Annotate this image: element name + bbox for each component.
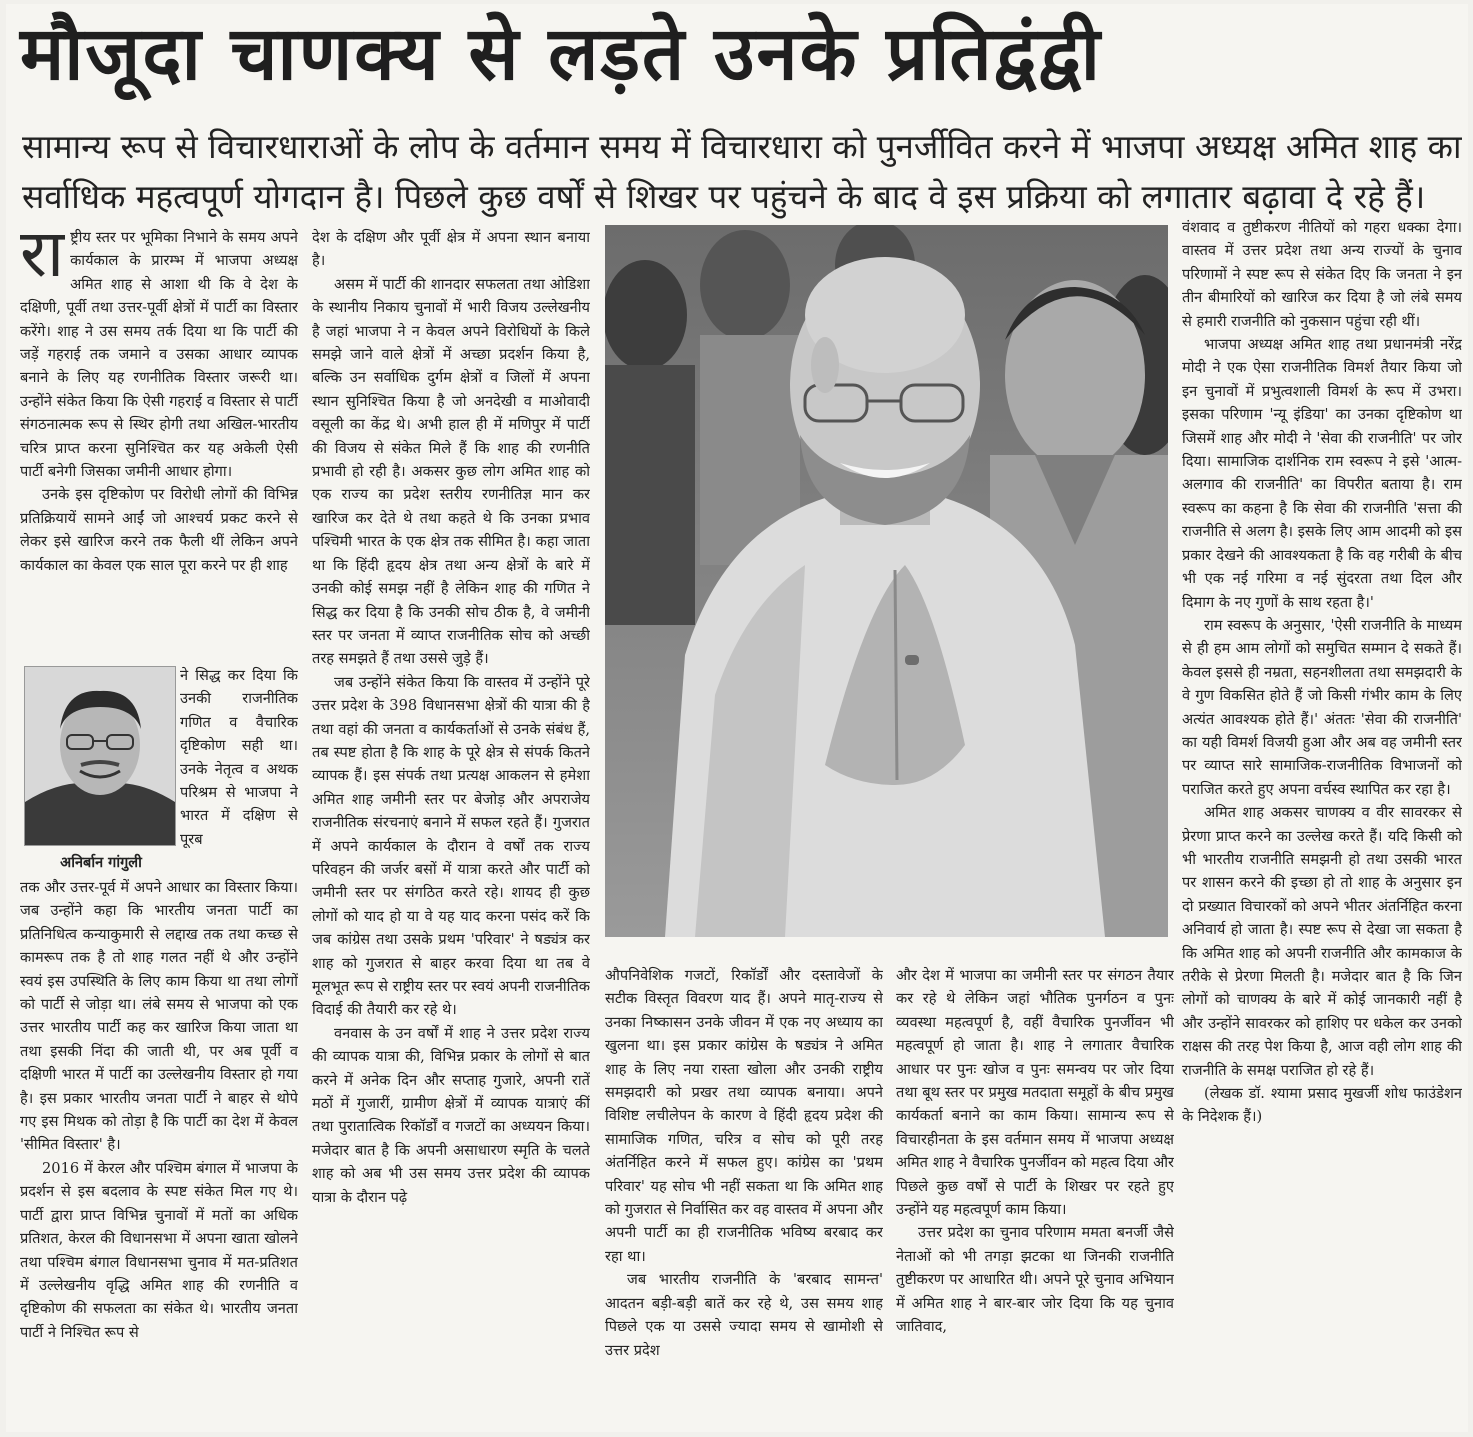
article-column-1-bottom [20, 876, 298, 1428]
article-column-2 [312, 226, 590, 1428]
main-photo [605, 225, 1168, 937]
paragraph: राम स्वरूप के अनुसार, 'ऐसी राजनीति के माध्यम से ही हम आम लोगों को समुचित सम्मान दे सकते हैं। केवल इससे ही नम्रता, सहनशीलता तथा समझदारी के वे गुण विकसित होते हैं जो किसी गंभीर काम के लिए अत्यंत आवश्यक होते हैं।' अंततः 'सेवा की राजनीति' का यही विमर्श विजयी हुआ और अब वह जमीनी स्तर पर व्याप्त सारे सामाजिक-राजनीतिक विभाजनों को पराजित करते हुए अपना वर्चस्व स्थापित कर रहा है। [1182, 616, 1462, 798]
article-column-4 [896, 964, 1174, 1428]
author-photo [24, 666, 176, 846]
newspaper-clipping [6, 4, 1468, 1432]
paragraph: 2016 में केरल और पश्चिम बंगाल में भाजपा के प्रदर्शन से इस बदलाव के स्पष्ट संकेत मिल गए थे। पार्टी द्वारा प्राप्त विभिन्न चुनावों में मतों का अधिक प्रतिशत, केरल की विधानसभा में अपना खाता खोलने तथा पश्चिम बंगाल विधानसभा चुनाव में मत-प्रतिशत में उल्लेखनीय वृद्धि अमित शाह की रणनीति व दृष्टिकोण की सफलता का संकेत थे। भारतीय जनता पार्टी ने निश्चित रूप से [20, 1159, 298, 1341]
deck-line-1: सामान्य रूप से विचारधाराओं के लोप के वर्तमान समय में विचारधारा को पुनर्जीवित करने में भाजपा अध्यक्ष अमित शाह का [22, 127, 1462, 166]
leader-namaste-photo [605, 225, 1168, 937]
paragraph: भाजपा अध्यक्ष अमित शाह तथा प्रधानमंत्री नरेंद्र मोदी ने एक ऐसा राजनीतिक विमर्श तैयार किया जो इन चुनावों में प्रभुत्वशाली विमर्श के रूप में उभरा। इसका परिणाम 'न्यू इंडिया' का उनका दृष्टिकोण था जिसमें शाह और मोदी ने 'सेवा की राजनीति' पर जोर दिया। सामाजिक दार्शनिक राम स्वरूप ने इसे 'आत्म-अलगाव की राजनीति' का विपरीत बताया है। राम स्वरूप का कहना है कि सेवा की राजनीति 'सत्ता की राजनीति से अलग है। इसके लिए आम आदमी को इस प्रकार देखने की आवश्यकता है कि वह गरीबी के बीच भी एक नई गरिमा व नई सुंदरता तथा दिल और दिमाग के नए गुणों के साथ रहता है।' [1182, 336, 1462, 611]
author-name: अनिर्बान गांगुली [60, 855, 142, 871]
deck-line-2: सर्वाधिक महत्वपूर्ण योगदान है। पिछले कुछ वर्षों से शिखर पर पहुंचने के बाद वे इस प्रक्रिया को लगातार बढ़ावा दे रहे हैं। [22, 177, 1426, 216]
paragraph: तक और उत्तर-पूर्व में अपने आधार का विस्तार किया। जब उन्होंने कहा कि भारतीय जनता पार्टी का प्रतिनिधित्व कन्याकुमारी से लद्दाख तक तथा कच्छ से कामरूप तक है तो शाह गलत नहीं थे और उन्होंने स्वयं इस उपस्थिति के लिए काम किया था तथा लोगों को पार्टी से जोड़ा था। लंबे समय से भाजपा को एक उत्तर भारतीय पार्टी कह कर खारिज किया जाता था तथा इसकी निंदा की जाती थी, पर अब पूर्वी व दक्षिणी भारत में पार्टी का उल्लेखनीय विस्तार हो गया है। इस प्रकार भारतीय जनता पार्टी ने बाहर से थोपे गए इस मिथक को तोड़ा है कि पार्टी का देश में केवल 'सीमित विस्तार' है। [20, 879, 298, 1154]
paragraph: ने सिद्ध कर दिया कि उनकी राजनीतिक गणित व वैचारिक दृष्टिकोण सही था। उनके नेतृत्व व अथक परिश्रम से भाजपा ने भारत में दक्षिण से पूरब [180, 667, 298, 848]
article-column-5 [1182, 216, 1462, 1428]
headline: मौजूदा चाणक्य से लड़ते उनके प्रतिद्वंद्वी [20, 11, 1102, 97]
paragraph: देश के दक्षिण और पूर्वी क्षेत्र में अपना स्थान बनाया है। [312, 229, 590, 270]
author-note: (लेखक डॉ. श्यामा प्रसाद मुखर्जी शोध फाउंडेशन के निदेशक हैं।) [1182, 1085, 1462, 1126]
paragraph: उत्तर प्रदेश का चुनाव परिणाम ममता बनर्जी जैसे नेताओं को भी तगड़ा झटका था जिनकी राजनीति तुष्टीकरण पर आधारित थी। अपने पूरे चुनाव अभियान में अमित शाह ने बार-बार जोर दिया कि यह चुनाव जातिवाद, [896, 1224, 1174, 1336]
paragraph: उनके इस दृष्टिकोण पर विरोधी लोगों की विभिन्न प्रतिक्रियायें सामने आईं जो आश्चर्य प्रकट करने से लेकर इसे खारिज करने तक फैली थीं लेकिन अपने कार्यकाल का केवल एक साल पूरा करने पर ही शाह [20, 486, 298, 574]
paragraph: ष्ट्रीय स्तर पर भूमिका निभाने के समय अपने कार्यकाल के प्रारम्भ में भाजपा अध्यक्ष अमित शाह से आशा थी कि वे देश के दक्षिणी, पूर्वी तथा उत्तर-पूर्वी क्षेत्रों में पार्टी का विस्तार करेंगे। शाह ने उस समय तर्क दिया था कि पार्टी की जड़ें गहराई तक जमाने व उसका आधार व्यापक बनाने के लिए यह रणनीतिक विस्तार जरूरी था। उन्होंने संकेत किया कि ऐसी गहराई व विस्तार से पार्टी संगठनात्मक रूप से स्थिर होगी तथा अखिल-भारतीय चरित्र प्राप्त करना सुनिश्चित कर यह अकेली ऐसी पार्टी बनेगी जिसका जमीनी आधार होगा। [20, 229, 298, 481]
paragraph: औपनिवेशिक गजटों, रिकॉर्डों और दस्तावेजों के सटीक विस्तृत विवरण याद हैं। अपने मातृ-राज्य से उनका निष्कासन उनके जीवन में एक नए अध्याय का खुलना था। इस प्रकार कांग्रेस के षड्यंत्र ने अमित शाह के लिए नया रास्ता खोला और उनकी राष्ट्रीय समझदारी को प्रखर तथा व्यापक बनाया। अपने विशिष्ट लचीलेपन के कारण वे हिंदी हृदय प्रदेश की सामाजिक गणित, चरित्र व सोच को पूरी तरह अंतर्निहित करने में सफल हुए। कांग्रेस का 'प्रथम परिवार' यह सोच भी नहीं सकता था कि अमित शाह को गुजरात से निर्वासित कर वह वास्तव में अपना और अपनी पार्टी का ही राजनीतिक भविष्य बरबाद कर रहा था। [605, 967, 883, 1265]
paragraph: और देश में भाजपा का जमीनी स्तर पर संगठन तैयार कर रहे थे लेकिन जहां भौतिक पुनर्गठन व पुनः व्यवस्था महत्वपूर्ण है, वहीं वैचारिक पुनर्जीवन भी महत्वपूर्ण हो जाता है। शाह ने लगातार वैचारिक आधार पर पुनः खोज व पुनः समन्वय पर जोर दिया तथा बूथ स्तर पर प्रमुख मतदाता समूहों के बीच प्रमुख कार्यकर्ता बनाने का काम किया। सामान्य रूप से विचारहीनता के इस वर्तमान समय में भाजपा अध्यक्ष अमित शाह ने वैचारिक पुनर्जीवन को महत्व दिया और पिछले कुछ वर्षों से पार्टी के शिखर पर रहते हुए उन्होंने यह महत्वपूर्ण काम किया। [896, 967, 1174, 1219]
drop-cap: रा [20, 226, 65, 292]
paragraph: जब भारतीय राजनीति के 'बरबाद सामन्त' आदतन बड़ी-बड़ी बातें कर रहे थे, उस समय शाह पिछले एक या उससे ज्यादा समय से खामोशी से उत्तर प्रदेश [605, 1271, 883, 1359]
author-portrait-image [25, 667, 175, 845]
article-column-3 [605, 964, 883, 1428]
deck [22, 122, 1462, 222]
paragraph: वंशवाद व तुष्टीकरण नीतियों को गहरा धक्का देगा। वास्तव में उत्तर प्रदेश तथा अन्य राज्यों के चुनाव परिणामों ने स्पष्ट रूप से संकेत दिए कि जनता ने इन तीन बीमारियों को खारिज कर दिया है जो लंबे समय से हमारी राजनीति को नुकसान पहुंचा रही थीं। [1182, 219, 1462, 330]
paragraph: असम में पार्टी की शानदार सफलता तथा ओडिशा के स्थानीय निकाय चुनावों में भारी विजय उल्लेखनीय है जहां भाजपा ने न केवल अपने विरोधियों के किले समझे जाने वाले क्षेत्रों में अच्छा प्रदर्शन किया है, बल्कि उन सर्वाधिक दुर्गम क्षेत्रों व जिलों में अपना स्थान सुनिश्चित किया है जो अनदेखी व माओवादी वसूली का केंद्र थे। अभी हाल ही में मणिपुर में पार्टी की विजय से संकेत मिले हैं कि शाह की रणनीति प्रभावी हो रही है। अकसर कुछ लोग अमित शाह को एक राज्य का प्रदेश स्तरीय रणनीतिज्ञ मान कर खारिज कर देते थे तथा कहते थे कि उनका प्रभाव पश्चिमी भारत के एक क्षेत्र तक सीमित है। कहा जाता था कि हिंदी हृदय क्षेत्र तथा अन्य क्षेत्रों के बारे में उनकी कोई समझ नहीं है लेकिन शाह की गणित ने सिद्ध कर दिया है कि उनकी सोच ठीक है, वे जमीनी स्तर पर जनता में व्याप्त राजनीतिक सोच को अच्छी तरह समझते हैं तथा उससे जुड़े हैं। [312, 275, 590, 668]
paragraph: वनवास के उन वर्षों में शाह ने उत्तर प्रदेश राज्य की व्यापक यात्रा की, विभिन्न प्रकार के लोगों से बात करने में अनेक दिन और सप्ताह गुजारे, अपनी रातें मठों में गुजारीं, ग्रामीण क्षेत्रों में व्यापक यात्राएं कीं तथा पुरातात्विक रिकॉर्डों व गजटों का अध्ययन किया। मजेदार बात है कि अपनी असाधारण स्मृति के चलते शाह को अब भी उस समय उत्तर प्रदेश की व्यापक यात्रा के दौरान पढ़े [312, 1024, 590, 1206]
paragraph: जब उन्होंने संकेत किया कि वास्तव में उन्होंने पूरे उत्तर प्रदेश के 398 विधानसभा क्षेत्रों की यात्रा की है तथा वहां की जनता व कार्यकर्ताओं से उनके संबंध हैं, तब स्पष्ट होता है कि शाह के पूरे क्षेत्र से संपर्क कितने व्यापक हैं। इस संपर्क तथा प्रत्यक्ष आकलन से हमेशा अमित शाह जमीनी स्तर पर बेजोड़ और अपराजेय राजनीतिक संरचनाएं बनाने में सफल रहते हैं। गुजरात में अपने कार्यकाल के दौरान वे वर्षों तक राज्य परिवहन की जर्जर बसों में यात्रा करते और पार्टी को जमीनी स्तर पर संगठित करते रहे। शायद ही कुछ लोगों को याद हो या वे यह याद करना पसंद करें कि जब कांग्रेस तथा उसके प्रथम 'परिवार' ने षड्यंत्र कर शाह को गुजरात से बाहर करवा दिया था तब वे मूलभूत रूप से राष्ट्रीय स्तर पर स्वयं अपनी राजनीतिक विदाई की तैयारी कर रहे थे। [312, 673, 590, 1019]
article-column-1-side [180, 664, 298, 874]
paragraph: अमित शाह अकसर चाणक्य व वीर सावरकर से प्रेरणा प्राप्त करने का उल्लेख करते हैं। यदि किसी को भी भारतीय राजनीति समझनी हो तथा उसकी भारत पर शासन करने की इच्छा हो तो शाह के अनुसार इन दो प्रख्यात विचारकों को अपने भीतर अंतर्निहित करना अनिवार्य हो जाता है। स्पष्ट रूप से देखा जा सकता है कि अमित शाह को अपनी राजनीति और कामकाज के तरीके से प्रेरणा मिलती है। मजेदार बात है कि जिन लोगों को चाणक्य के बारे में कोई जानकारी नहीं है और उन्होंने सावरकर को हाशिए पर धकेल कर उनको राक्षस की तरह पेश किया है, आज वही लोग शाह की राजनीति के समक्ष पराजित हो रहे हैं। [1182, 804, 1462, 1079]
article-column-1-top [20, 226, 298, 662]
